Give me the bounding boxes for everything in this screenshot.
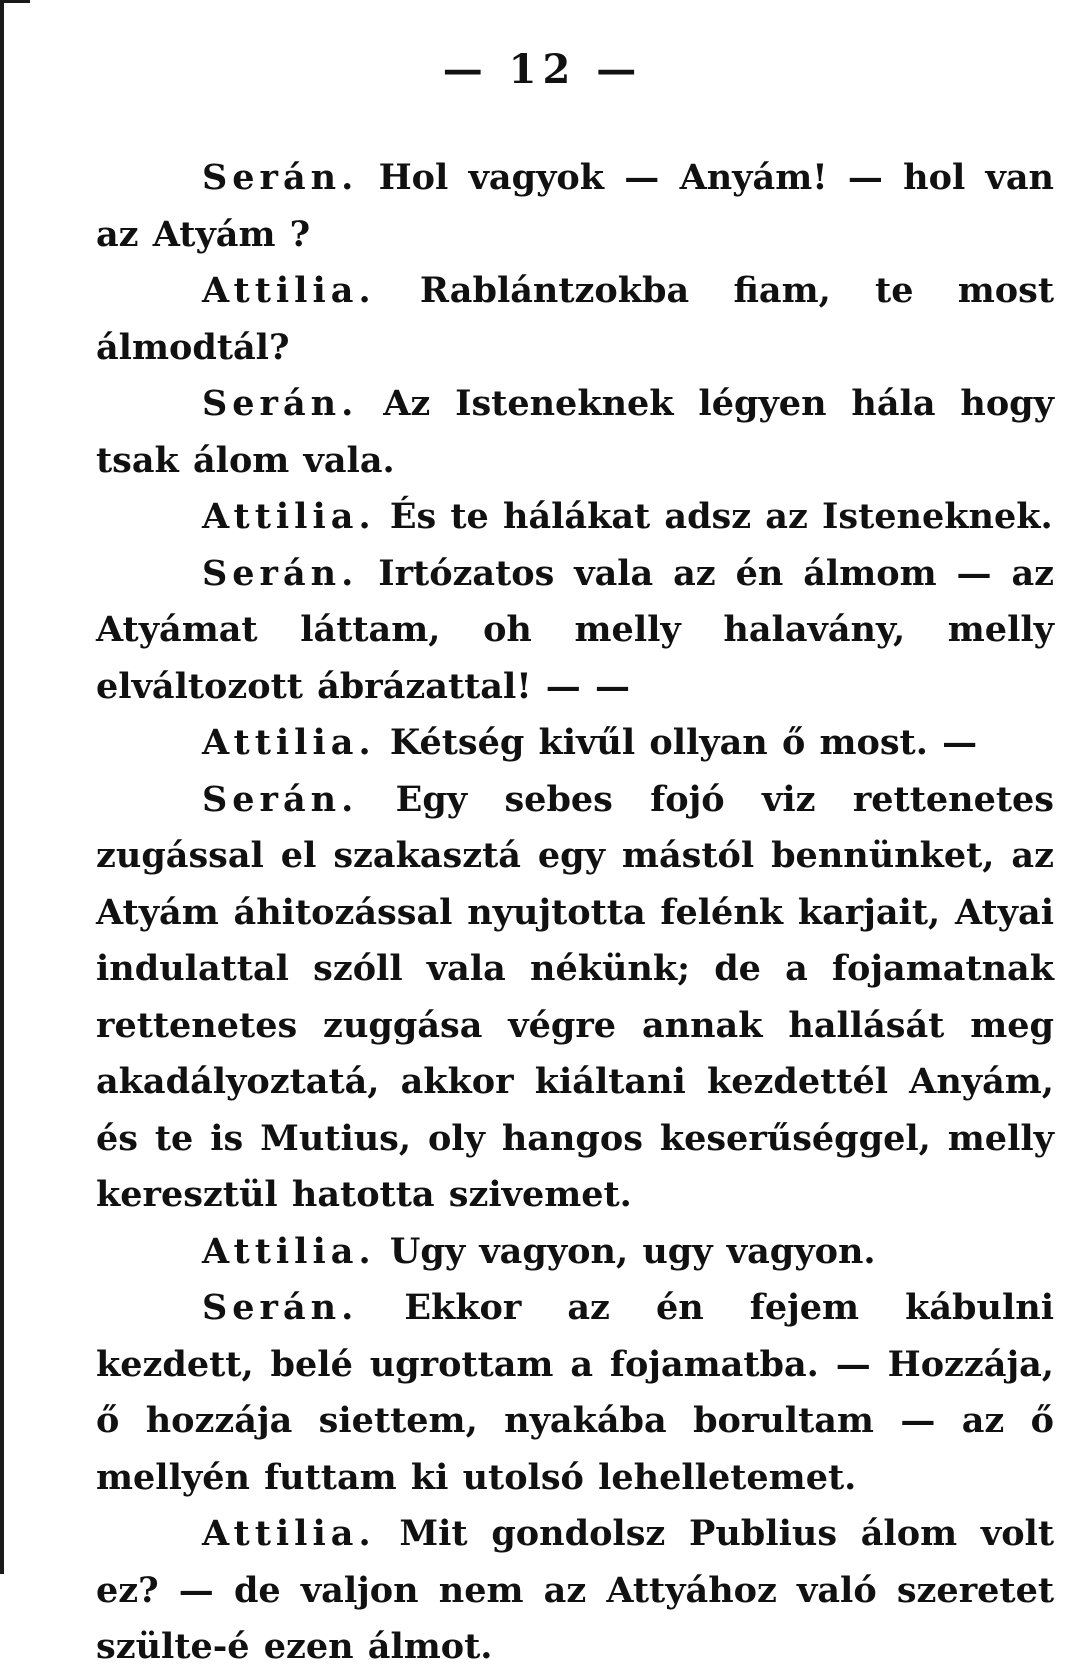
- dialogue-line: [96, 772, 1054, 1224]
- speaker-name: Attilia.: [202, 1513, 376, 1554]
- speaker-name: Attilia.: [202, 496, 376, 537]
- speaker-name: Attilia.: [202, 1230, 376, 1272]
- dialogue-line: [96, 546, 1054, 716]
- line-text: Ugy vagyon, ugy vagyon.: [389, 1230, 876, 1272]
- page-number: — 12 —: [442, 46, 643, 93]
- line-text: Ekkor az én fejem kábulni kezdett, belé ugrottam a fojamatba. — Hozzája, ő hozzája siettem, nyakába borultam — az ő mellyén futtam ki utolsó lehelletemet.: [96, 1287, 1054, 1498]
- dialogue-line: [96, 150, 1054, 263]
- line-text: Egy sebes fojó viz rettenetes zugással el szakasztá egy mástól bennünket, az Atyám áhitozással nyujtotta felénk karjait, Atyai indulattal szóll vala nékünk; de a fojamatnak rettenetes zuggása végre annak hallását meg akadályoztatá, akkor kiáltani kezdettél Anyám, és te is Mutius, oly hangos keserűséggel, melly keresztül hatotta szivemet.: [96, 778, 1054, 1215]
- dialogue-line: [96, 1506, 1054, 1676]
- line-text: Mit gondolsz Publius álom volt ez? — de valjon nem az Attyához való szeretet szülte-é ezen álmot.: [96, 1513, 1054, 1667]
- scan-edge-left: [0, 0, 4, 1574]
- speaker-name: Serán.: [202, 552, 359, 594]
- scan-edge-top: [0, 0, 30, 3]
- speaker-name: Serán.: [202, 1287, 359, 1328]
- line-text: Kétség kivűl ollyan ő most. —: [389, 722, 978, 763]
- speaker-name: Serán.: [202, 778, 359, 820]
- speaker-name: Serán.: [202, 383, 359, 424]
- dialogue-line: [96, 1280, 1054, 1506]
- speaker-name: Attilia.: [202, 722, 376, 763]
- line-text: És te hálákat adsz az Isteneknek.: [389, 496, 1053, 537]
- line-text: Az Isteneknek légyen hála hogy tsak álom vala.: [96, 383, 1054, 481]
- line-text: Rablántzokba fiam, te most álmodtál?: [96, 270, 1055, 368]
- line-text: Hol vagyok — Anyám! — hol van az Atyám ?: [96, 157, 1055, 255]
- dialogue-line: [96, 715, 1054, 772]
- dialogue-line: [96, 489, 1054, 546]
- dialogue-line: [96, 1224, 1054, 1281]
- dialogue-line: [96, 376, 1054, 489]
- speaker-name: Attilia.: [202, 270, 376, 311]
- line-text: Irtózatos vala az én álmom — az Atyámat láttam, oh melly halavány, melly elváltozott ábrázattal! — —: [96, 552, 1055, 707]
- dialogue-text: [96, 150, 1054, 1676]
- dialogue-line: [96, 263, 1054, 376]
- speaker-name: Serán.: [202, 157, 359, 198]
